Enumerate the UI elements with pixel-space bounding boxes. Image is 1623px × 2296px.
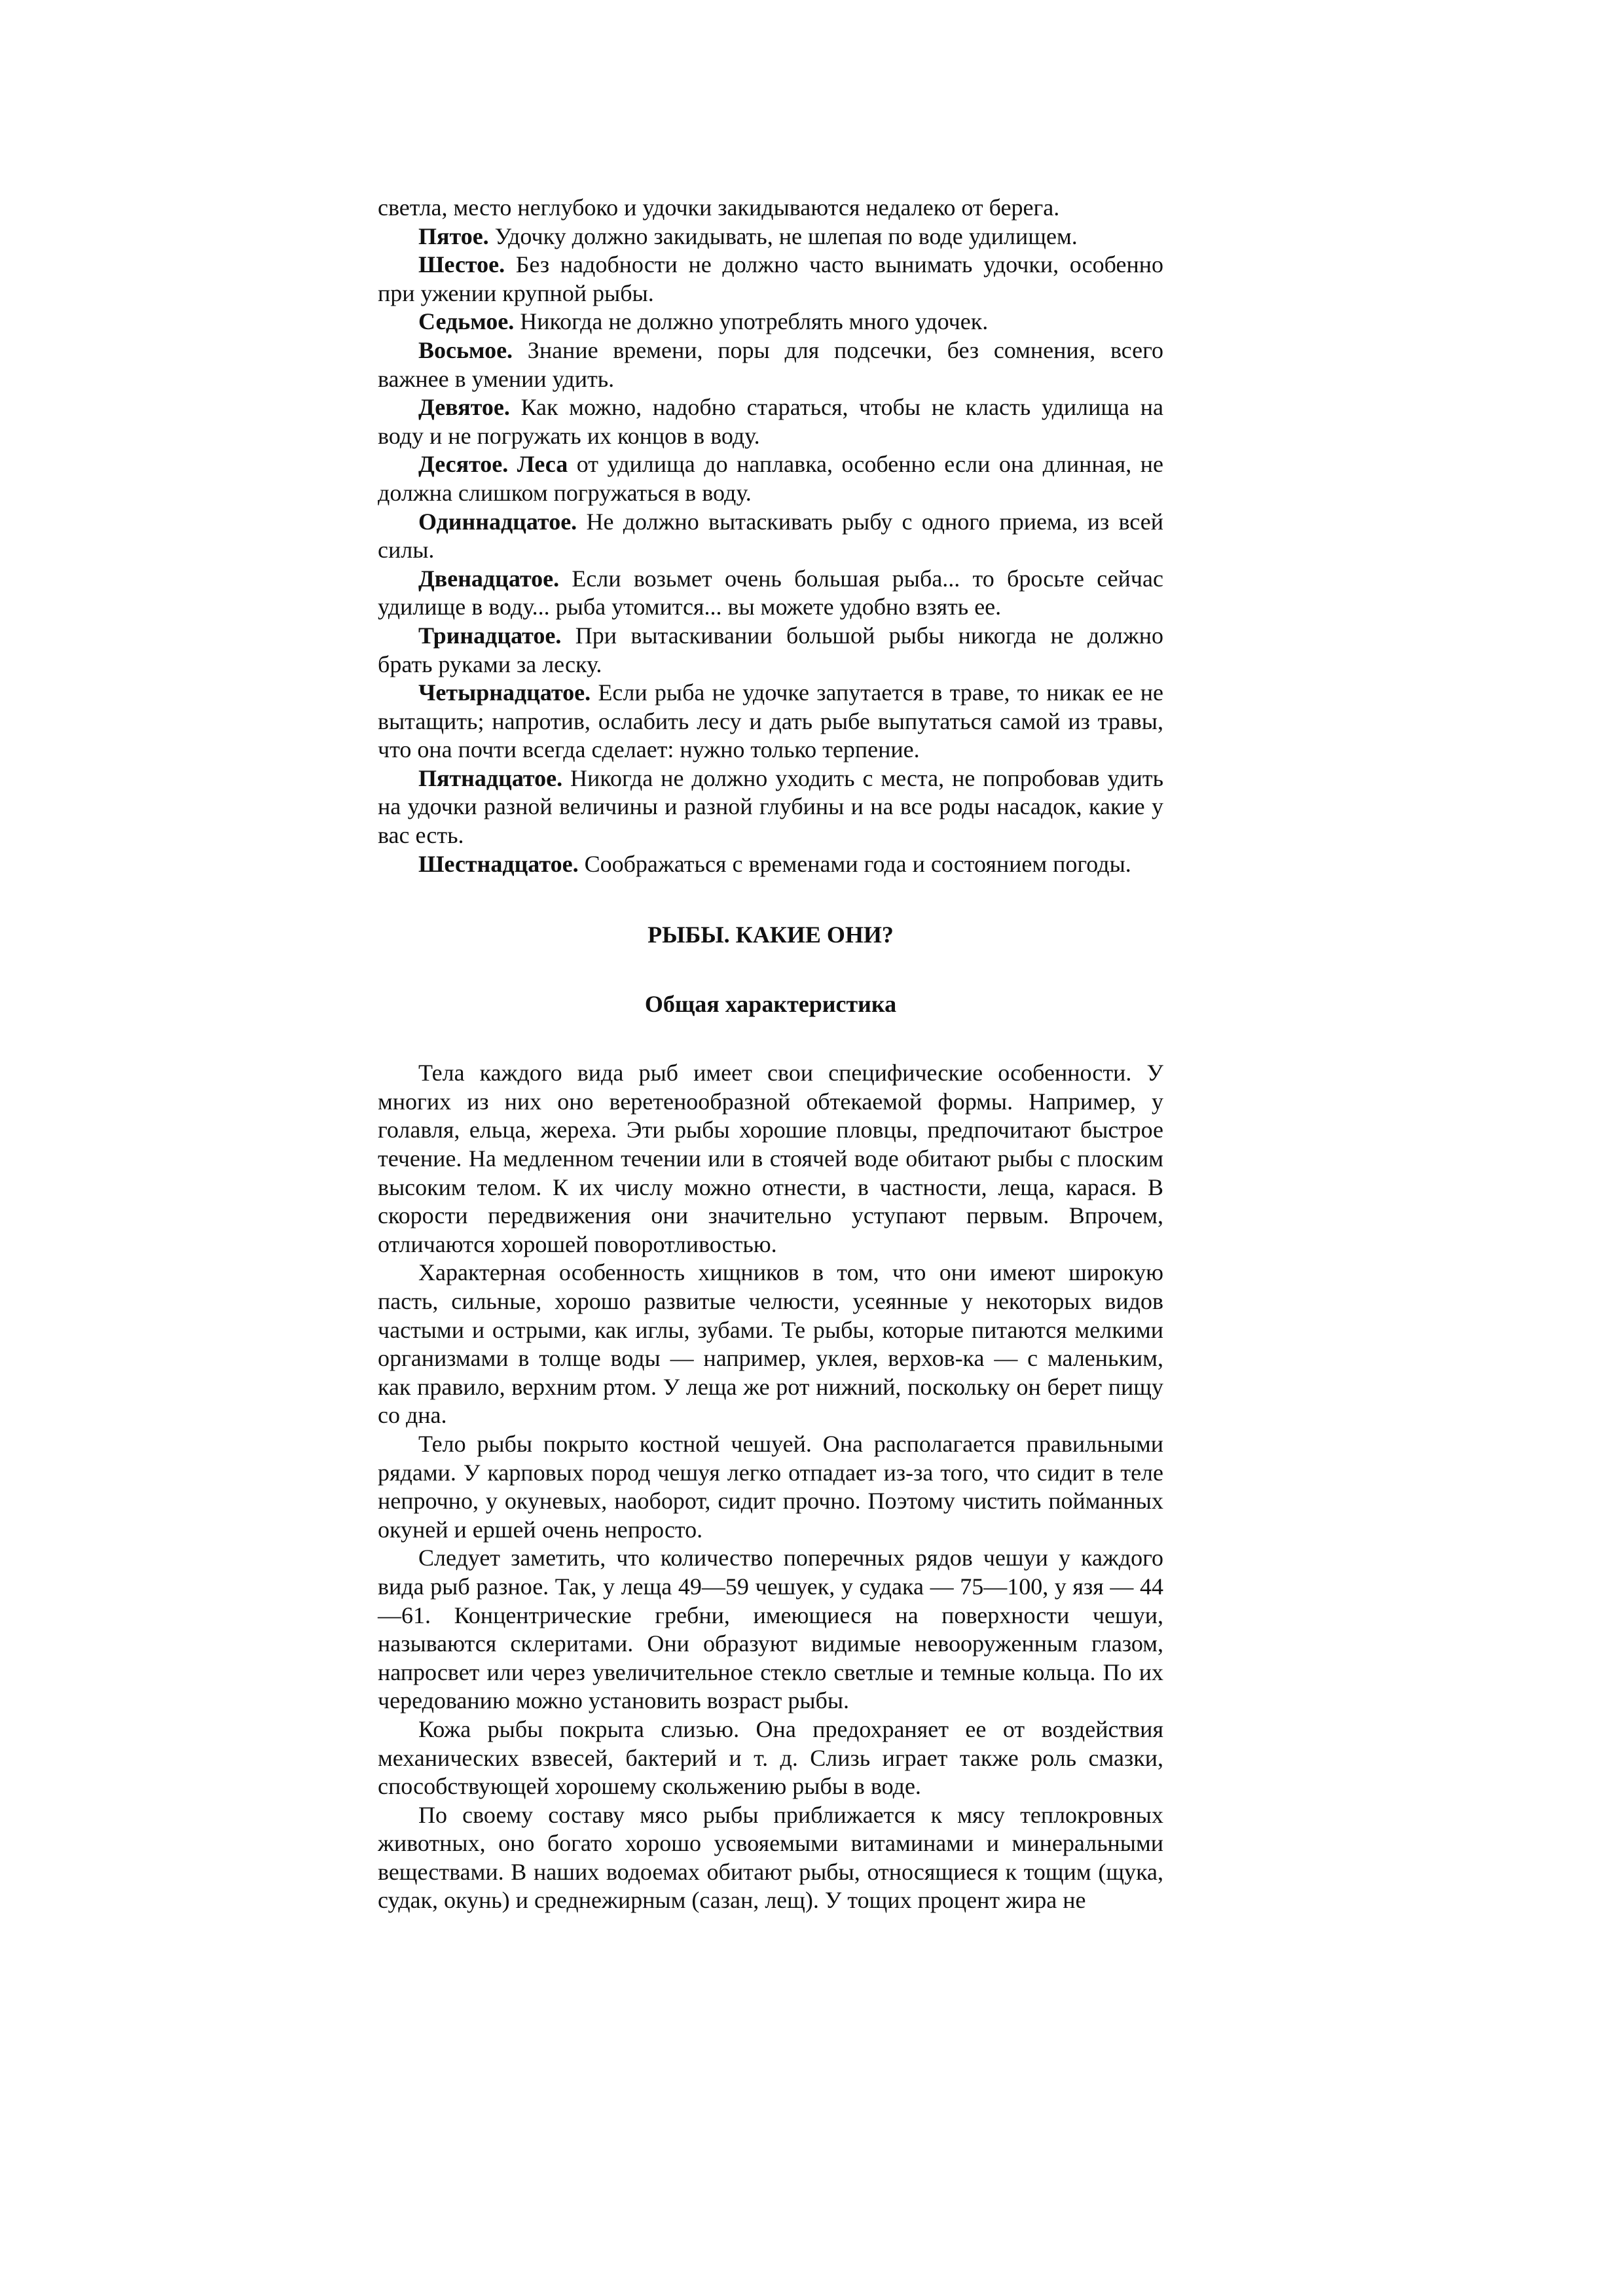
rule-name: Десятое. Леса (418, 451, 568, 478)
rule-name: Седьмое. (418, 308, 515, 335)
subsection-title: Общая характеристика (644, 991, 897, 1018)
rule-name: Четырнадцатое. (418, 679, 591, 706)
rule-text: Не должно вытаскивать рыбу с одного приема, из всей силы. (378, 508, 1163, 564)
rule-name: Одиннадцатое. (418, 508, 577, 535)
rules-list (378, 223, 1163, 879)
rule-text: Никогда не должно уходить с места, не попробовав удить на удочки разной величины и разной глубины и на все роды насадок, какие у вас есть. (378, 764, 1163, 849)
section-title: РЫБЫ. КАКИЕ ОНИ? (647, 922, 894, 948)
rule-paragraph-9 (378, 393, 1163, 450)
rule-name: Шестое. (418, 251, 505, 278)
rule-name: Шестнадцатое. (418, 850, 579, 877)
rule-name: Пятнадцатое. (418, 764, 563, 791)
rule-paragraph-15 (378, 764, 1163, 850)
rule-text: Никогда не должно употреблять много удочек. (514, 308, 989, 335)
rule-paragraph-11 (378, 508, 1163, 565)
body-paragraph: Следует заметить, что количество поперечных рядов чешуи у каждого вида рыб разное. Так, у леща 49—59 чешуек, у судака — 75—100, у язя — 44—61. Концентрические гребни, имеющиеся на поверхности чешуи, называются склеритами. Они образуют видимые невооруженным глазом, напросвет или через увеличительное стекло светлые и темные кольца. По их чередованию можно установить возраст рыбы. (378, 1545, 1163, 1714)
rule-text: Если возьмет очень большая рыба... то бросьте сейчас удилище в воду... рыба утомится... вы можете удобно взять ее. (378, 565, 1163, 620)
body-text (378, 1059, 1163, 1915)
body-paragraph: Характерная особенность хищников в том, что они имеют широкую пасть, сильные, хорошо развитые челюсти, усеянные у некоторых видов частыми и острыми, как иглы, зубами. Те рыбы, которые питаются мелкими организмами в толще воды — например, уклея, верхов-ка — с маленьким, как правило, верхним ртом. У леща же рот нижний, поскольку он берет пищу со дна. (378, 1259, 1163, 1429)
rule-text: При вытаскивании большой рыбы никогда не должно брать руками за леску. (378, 622, 1163, 677)
intro-paragraph: светла, место неглубоко и удочки закидываются недалеко от берега. (378, 194, 1060, 221)
rule-text: от удилища до наплавка, особенно если она длинная, не должна слишком погружаться в воду. (378, 451, 1163, 506)
body-paragraph: Тело рыбы покрыто костной чешуей. Она располагается правильными рядами. У карповых пород чешуя легко отпадает из-за того, что сидит в теле непрочно, у окуневых, наоборот, сидит прочно. Поэтому чистить пойманных окуней и ершей очень непросто. (378, 1430, 1163, 1543)
rule-paragraph-5 (378, 223, 1163, 251)
rule-name: Тринадцатое. (418, 622, 562, 649)
rule-paragraph-12 (378, 565, 1163, 622)
rule-name: Девятое. (418, 394, 510, 421)
rule-paragraph-6 (378, 251, 1163, 308)
document-page (378, 194, 1163, 1915)
rule-paragraph-8 (378, 336, 1163, 393)
rule-paragraph-16 (378, 850, 1163, 879)
rule-text: Знание времени, поры для подсечки, без сомнения, всего важнее в умении удить. (378, 336, 1163, 392)
rule-paragraph-7 (378, 308, 1163, 336)
body-paragraph: По своему составу мясо рыбы приближается к мясу теплокровных животных, оно богато хорошо усвояемыми витаминами и минеральными веществами. В наших водоемах обитают рыбы, относящиеся к тощим (щука, судак, окунь) и среднежирным (сазан, лещ). У тощих процент жира не (378, 1801, 1163, 1914)
rule-name: Восьмое. (418, 336, 513, 363)
rule-paragraph-13 (378, 622, 1163, 679)
rule-text: Как можно, надобно стараться, чтобы не класть удилища на воду и не погружать их концов в воду. (378, 394, 1163, 449)
rule-name: Пятое. (418, 223, 489, 249)
rule-paragraph-10 (378, 450, 1163, 507)
rule-paragraph-14 (378, 679, 1163, 764)
rule-text: Удочку должно закидывать, не шлепая по воде удилищем. (488, 223, 1078, 249)
rule-name: Двенадцатое. (418, 565, 560, 592)
rule-text: Если рыба не удочке запутается в траве, то никак ее не вытащить; напротив, ослабить лесу и дать рыбе выпутаться самой из травы, что она почти всегда сделает: нужно только терпение. (378, 679, 1163, 763)
rule-text: Соображаться с временами года и состоянием погоды. (578, 850, 1131, 877)
body-paragraph: Кожа рыбы покрыта слизью. Она предохраняет ее от воздействия механических взвесей, бактерий и т. д. Слизь играет также роль смазки, способствующей хорошему скольжению рыбы в воде. (378, 1715, 1163, 1800)
rule-text: Без надобности не должно часто вынимать удочки, особенно при ужении крупной рыбы. (378, 251, 1163, 306)
body-paragraph: Тела каждого вида рыб имеет свои специфические особенности. У многих из них оно веретенообразной обтекаемой формы. Например, у голавля, ельца, жереха. Эти рыбы хорошие пловцы, предпочитают быстрое течение. На медленном течении или в стоячей воде обитают рыбы с плоским высоким телом. К их числу можно отнести, в частности, леща, карася. В скорости передвижения они значительно уступают первым. Впрочем, отличаются хорошей поворотливостью. (378, 1060, 1163, 1257)
